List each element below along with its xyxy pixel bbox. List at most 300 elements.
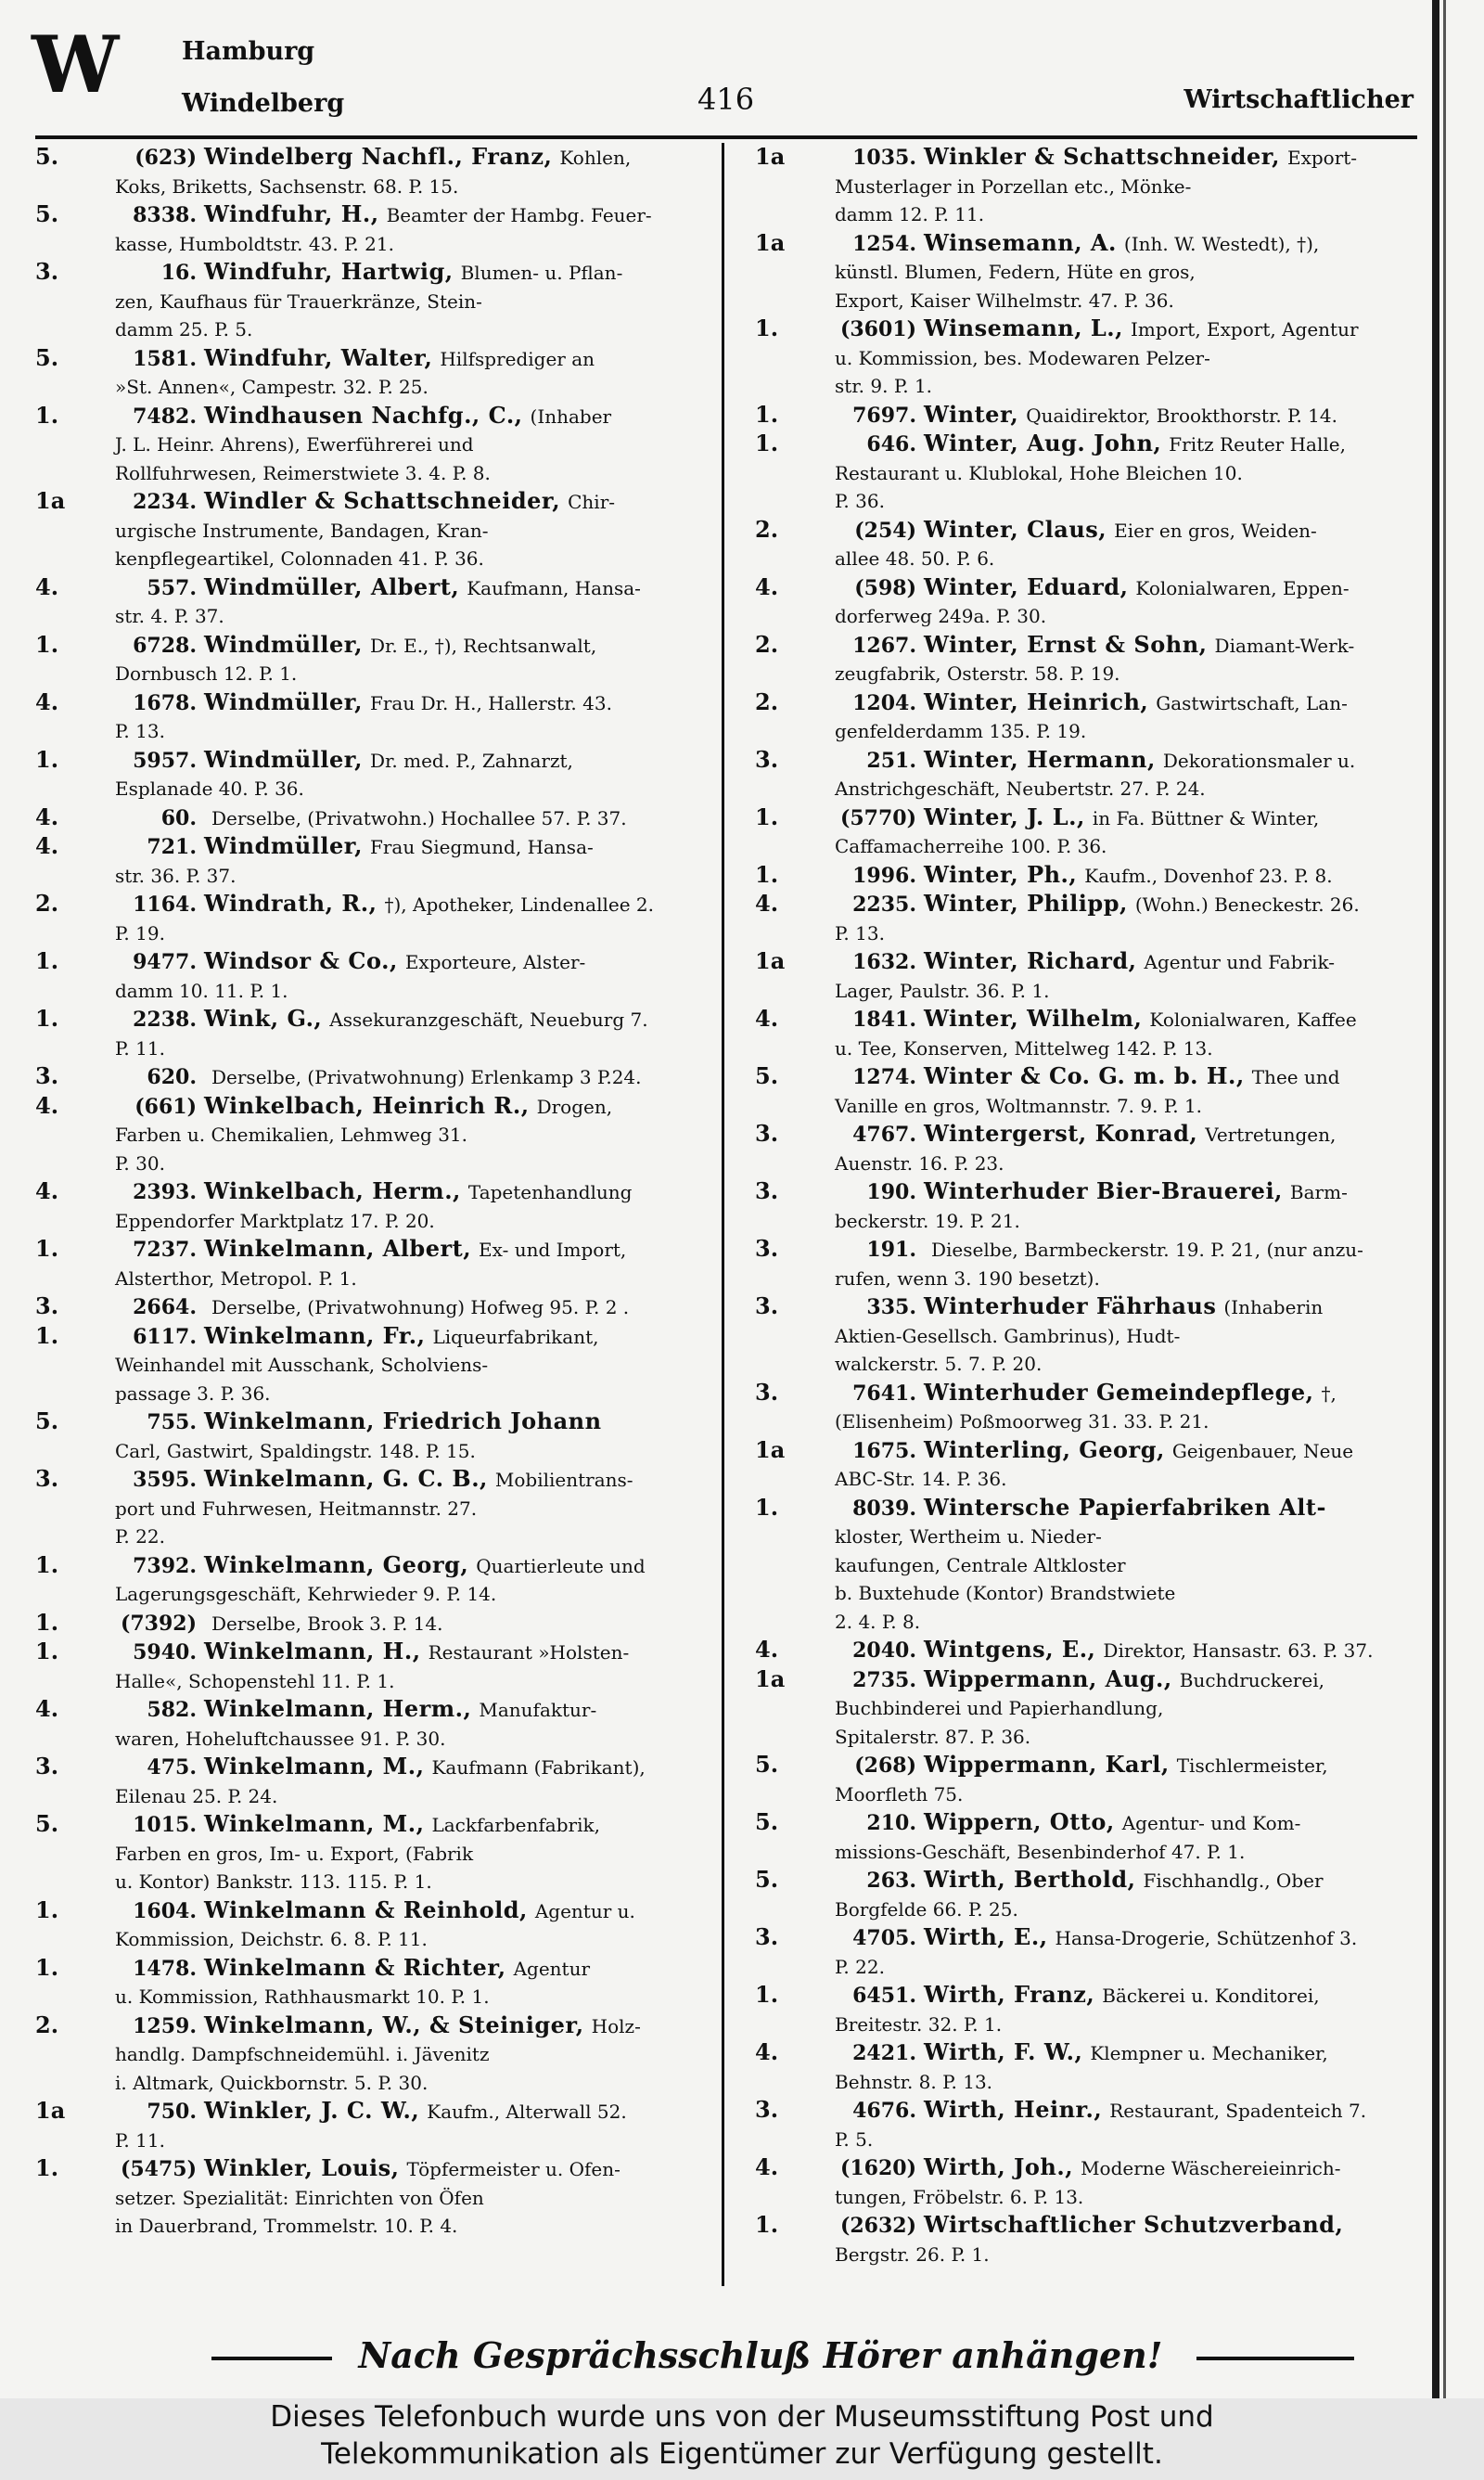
entry-continuation: P. 13.: [115, 720, 165, 742]
listing-entry: [755, 1923, 1415, 1981]
entry-continuation: zen, Kaufhaus für Trauerkränze, Stein-: [115, 289, 482, 313]
entry-continuation: Kommission, Deichstr. 6. 8. P. 11.: [115, 1928, 428, 1950]
entry-detail: Hilfsprediger an: [440, 347, 595, 370]
listing-entry: [755, 573, 1415, 631]
exchange-code: 3.: [755, 1177, 779, 1204]
exchange-code: 3.: [755, 745, 779, 773]
entry-continuation: Weinhandel mit Ausschank, Scholviens-: [115, 1354, 489, 1376]
entry-detail: Diamant-Werk-: [1214, 634, 1355, 657]
subscriber-name: Winter, Ph.,: [924, 860, 1078, 888]
entry-continuation: kloster, Wertheim u. Nieder-: [835, 1525, 1102, 1548]
listing-entry: [755, 372, 1415, 401]
exchange-code: 3.: [35, 1465, 59, 1492]
entry-detail: Töpfermeister u. Ofen-: [406, 2158, 620, 2180]
entry-line: [35, 1638, 696, 1667]
listing-entry: [35, 688, 696, 746]
listing-entry: [35, 631, 696, 688]
subscriber-name: Winkler, Louis,: [204, 2154, 400, 2181]
listing-entry: [35, 1235, 696, 1292]
phone-number: 1274.: [852, 1065, 916, 1089]
listing-entry: [35, 1638, 696, 1695]
entry-detail: Gastwirtschaft, Lan-: [1156, 691, 1348, 714]
entry-continuation: Koks, Briketts, Sachsenstr. 68. P. 15.: [115, 174, 459, 198]
listing-entry: [755, 688, 1415, 746]
entry-detail: Derselbe, (Privatwohn.) Hochallee 57. P. 37.: [211, 806, 627, 829]
phone-number: 1267.: [852, 633, 916, 658]
subscriber-name: Winsemann, L.,: [924, 315, 1124, 341]
entry-detail: Kolonialwaren, Kaffee: [1149, 1009, 1357, 1031]
listing-entry: [35, 1954, 696, 2011]
exchange-code: 1.: [35, 1005, 59, 1032]
exchange-code: 1.: [755, 860, 779, 888]
listing-entry: [35, 1322, 696, 1380]
subscriber-name: Winterling, Georg,: [924, 1435, 1165, 1463]
phone-number: (3601): [839, 317, 916, 341]
entry-detail: Klempner u. Mechaniker,: [1090, 2042, 1328, 2064]
phone-number: 2235.: [852, 893, 916, 917]
entry-continuation: Restaurant u. Klublokal, Hohe Bleichen 10.: [835, 461, 1243, 484]
listing-entry: [755, 1723, 1415, 1752]
entry-line: [35, 1465, 696, 1495]
phone-number: 7697.: [852, 403, 916, 428]
listing-entry: [755, 1608, 1415, 1637]
phone-number: 6728.: [133, 633, 197, 658]
entry-detail: Tapetenhandlung: [467, 1181, 633, 1203]
entry-detail: Agentur u.: [534, 1899, 635, 1922]
entry-detail: Dr. med. P., Zahnarzt,: [369, 749, 573, 772]
exchange-code: 4.: [35, 687, 59, 715]
entry-line: [35, 1551, 696, 1581]
phone-number: 4676.: [852, 2099, 916, 2123]
entry-detail: Moderne Wäschereieinrich-: [1081, 2157, 1341, 2179]
entry-detail: Agentur- und Kom-: [1121, 1812, 1301, 1834]
listing-entry: [755, 1379, 1415, 1436]
entry-detail: Geigenbauer, Neue: [1171, 1439, 1354, 1462]
subscriber-name: Winter, Wilhelm,: [924, 1005, 1143, 1032]
right-column: [755, 143, 1415, 2268]
exchange-code: 1.: [755, 400, 779, 428]
entry-continuation: str. 9. P. 1.: [835, 375, 933, 397]
phone-number: 2421.: [852, 2041, 916, 2065]
entry-continuation: rufen, wenn 3. 190 besetzt).: [835, 1266, 1100, 1290]
phone-number: 3595.: [133, 1468, 197, 1492]
subscriber-name: Wippern, Otto,: [924, 1808, 1115, 1835]
subscriber-name: Winter & Co. G. m. b. H.,: [924, 1062, 1245, 1089]
entry-line: [35, 2097, 696, 2127]
listing-entry: [755, 1120, 1415, 1177]
listing-entry: [755, 1981, 1415, 2038]
exchange-code: 3.: [35, 1753, 59, 1780]
entry-detail: Export-: [1286, 147, 1358, 169]
subscriber-name: Windmüller,: [204, 630, 363, 658]
exchange-code: 4.: [35, 1695, 59, 1722]
entry-detail: Derselbe, (Privatwohnung) Erlenkamp 3 P.24.: [211, 1066, 642, 1088]
entry-continuation: ABC-Str. 14. P. 36.: [835, 1468, 1007, 1490]
entry-continuation: u. Kontor) Bankstr. 113. 115. P. 1.: [115, 1870, 432, 1893]
phone-number: 263.: [866, 1869, 916, 1893]
listing-entry: [35, 459, 696, 488]
listing-entry: [35, 315, 696, 344]
entry-detail: (Inhaberin: [1223, 1296, 1324, 1318]
entry-line: [755, 1808, 1415, 1838]
header-rule: [35, 135, 1417, 139]
entry-line: [35, 573, 696, 603]
subscriber-name: Winter, Eduard,: [924, 572, 1129, 600]
entry-continuation: P. 11.: [115, 1036, 165, 1060]
exchange-code: 3.: [755, 2096, 779, 2123]
exchange-code: 3.: [35, 1062, 59, 1089]
phone-number: 1259.: [133, 2013, 197, 2038]
phone-number: 1254.: [852, 231, 916, 256]
subscriber-name: Winkelmann, Herm.,: [204, 1695, 472, 1722]
subscriber-name: Winkelmann, Albert,: [204, 1235, 472, 1262]
subscriber-name: Winsemann, A.: [924, 228, 1117, 256]
subscriber-name: Winkelmann, M.,: [204, 1810, 425, 1837]
entry-line: [755, 1177, 1415, 1207]
exchange-code: 1a: [755, 1664, 786, 1692]
entry-continuation: Eppendorfer Marktplatz 17. P. 20.: [115, 1209, 435, 1232]
entry-continuation: P. 22.: [835, 1955, 885, 1978]
subscriber-name: Winterhuder Gemeindepflege,: [924, 1378, 1314, 1406]
exchange-code: 1.: [755, 1981, 779, 2008]
listing-entry: [755, 1866, 1415, 1923]
subscriber-name: Windfuhr, Walter,: [204, 343, 433, 371]
entry-line: [755, 688, 1415, 718]
entry-line: [35, 402, 696, 431]
entry-continuation: Behnstr. 8. P. 13.: [835, 2070, 993, 2093]
entry-line: [35, 1407, 696, 1437]
phone-number: 191.: [866, 1238, 916, 1262]
listing-entry: [35, 1609, 696, 1638]
phone-number: 1841.: [852, 1008, 916, 1032]
entry-detail: Ex- und Import,: [479, 1239, 627, 1261]
listing-entry: [35, 573, 696, 631]
listing-entry: [755, 1005, 1415, 1062]
exchange-code: 3.: [35, 258, 59, 285]
subscriber-name: Windhausen Nachfg., C.,: [204, 401, 523, 429]
phone-number: 60.: [160, 805, 197, 830]
subscriber-name: Winkelmann & Richter,: [204, 1953, 506, 1981]
entry-continuation: Lager, Paulstr. 36. P. 1.: [835, 979, 1050, 1002]
exchange-code: 1.: [35, 947, 59, 974]
phone-number: (661): [134, 1094, 197, 1119]
subscriber-name: Winkelbach, Heinrich R.,: [204, 1091, 530, 1119]
entry-continuation: u. Kommission, bes. Modewaren Pelzer-: [835, 346, 1210, 369]
exchange-code: 5.: [35, 1810, 59, 1837]
listing-entry: [755, 746, 1415, 803]
entry-continuation: Export, Kaiser Wilhelmstr. 47. P. 36.: [835, 289, 1174, 312]
listing-entry: [35, 1062, 696, 1092]
page-edge-rule: [1432, 0, 1439, 2398]
listing-entry: [35, 1465, 696, 1523]
ownership-notice: [0, 2398, 1484, 2480]
entry-continuation: Spitalerstr. 87. P. 36.: [835, 1725, 1031, 1748]
entry-continuation: allee 48. 50. P. 6.: [835, 547, 995, 570]
entry-detail: Assekuranzgeschäft, Neueburg 7.: [329, 1009, 648, 1031]
entry-detail: Bäckerei u. Konditorei,: [1102, 1985, 1320, 2007]
subscriber-name: Winkelmann, G. C. B.,: [204, 1465, 488, 1492]
entry-continuation: i. Altmark, Quickbornstr. 5. P. 30.: [115, 2071, 429, 2094]
exchange-code: 5.: [35, 200, 59, 227]
listing-entry: [35, 1292, 696, 1322]
exchange-code: 1.: [35, 1608, 59, 1636]
phone-number: (268): [854, 1754, 916, 1778]
exchange-code: 2.: [35, 890, 59, 917]
subscriber-name: Wippermann, Aug.,: [924, 1664, 1172, 1692]
listing-entry: [755, 1177, 1415, 1235]
entry-detail: Fritz Reuter Halle,: [1169, 433, 1346, 456]
exchange-code: 4.: [755, 1005, 779, 1032]
subscriber-name: Windler & Schattschneider,: [204, 487, 561, 514]
exchange-code: 1a: [35, 487, 66, 514]
phone-number: 2234.: [133, 490, 197, 514]
entry-line: [755, 573, 1415, 603]
entry-detail: Kaufm., Dovenhof 23. P. 8.: [1084, 864, 1333, 887]
entry-continuation: Halle«, Schopenstehl 11. P. 1.: [115, 1669, 395, 1692]
exchange-code: 3.: [755, 1292, 779, 1319]
listing-entry: [35, 890, 696, 947]
listing-entry: [35, 803, 696, 833]
exchange-code: 1.: [755, 430, 779, 456]
entry-detail: Kaufm., Alterwall 52.: [427, 2101, 627, 2123]
phone-number: 7641.: [852, 1381, 916, 1406]
phone-number: (623): [134, 146, 197, 170]
entry-detail: Frau Dr. H., Hallerstr. 43.: [369, 691, 612, 714]
listing-entry: [35, 1551, 696, 1609]
subscriber-name: Winterhuder Bier-Brauerei,: [924, 1177, 1283, 1204]
entry-continuation: genfelderdamm 135. P. 19.: [835, 720, 1087, 742]
exchange-code: 4.: [35, 1091, 59, 1119]
entry-continuation: Auenstr. 16. P. 23.: [835, 1151, 1004, 1175]
header-first-entry: Windelberg: [182, 89, 345, 118]
subscriber-name: Wirth, Berthold,: [924, 1866, 1136, 1893]
entry-detail: Direktor, Hansastr. 63. P. 37.: [1103, 1639, 1374, 1662]
phone-number: 1581.: [133, 346, 197, 371]
entry-continuation: Moorfleth 75.: [835, 1782, 964, 1805]
entry-detail: Dieselbe, Barmbeckerstr. 19. P. 21, (nur anzu-: [931, 1239, 1363, 1261]
subscriber-name: Windmüller,: [204, 687, 363, 715]
entry-detail: Quartierleute und: [476, 1554, 646, 1577]
subscriber-name: Windelberg Nachfl., Franz,: [204, 143, 553, 170]
exchange-code: 1.: [35, 1953, 59, 1981]
entry-detail: Hansa-Drogerie, Schützenhof 3.: [1055, 1927, 1358, 1949]
entry-continuation: Caffamacherreihe 100. P. 36.: [835, 835, 1107, 857]
subscriber-name: Winter,: [924, 400, 1019, 428]
entry-line: [35, 1235, 696, 1265]
entry-line: [755, 1981, 1415, 2011]
phone-number: 1015.: [133, 1813, 197, 1837]
exchange-code: 4.: [755, 1636, 779, 1663]
entry-continuation: Borgfelde 66. P. 25.: [835, 1897, 1018, 1921]
phone-number: 557.: [147, 575, 197, 600]
phone-number: 620.: [147, 1065, 197, 1089]
subscriber-name: Wirth, E.,: [924, 1923, 1048, 1950]
listing-entry: [755, 430, 1415, 487]
left-column: [35, 143, 696, 2241]
entry-detail: Kolonialwaren, Eppen-: [1135, 576, 1350, 599]
entry-continuation: Farben en gros, Im- u. Export, (Fabrik: [115, 1842, 474, 1865]
phone-number: 2393.: [133, 1180, 197, 1204]
listing-entry: [35, 832, 696, 890]
phone-number: 251.: [866, 748, 916, 773]
subscriber-name: Winkler & Schattschneider,: [924, 143, 1280, 170]
entry-continuation: J. L. Heinr. Ahrens), Ewerführerei und: [115, 433, 474, 456]
exchange-code: 4.: [755, 2038, 779, 2065]
entry-line: [35, 1753, 696, 1782]
entry-detail: Agentur und Fabrik-: [1144, 951, 1335, 973]
entry-continuation: tungen, Fröbelstr. 6. P. 13.: [835, 2185, 1084, 2208]
entry-continuation: Carl, Gastwirt, Spaldingstr. 148. P. 15.: [115, 1439, 476, 1462]
entry-detail: Blumen- u. Pflan-: [460, 262, 623, 284]
page-number: 416: [697, 82, 755, 117]
exchange-code: 2.: [755, 515, 779, 543]
phone-number: 1164.: [133, 893, 197, 917]
subscriber-name: Winkelmann & Reinhold,: [204, 1895, 528, 1923]
subscriber-name: Wintgens, E.,: [924, 1636, 1096, 1663]
exchange-code: 4.: [35, 572, 59, 600]
entry-continuation: Rollfuhrwesen, Reimerstwiete 3. 4. P. 8.: [115, 461, 491, 484]
phone-number: 755.: [147, 1410, 197, 1434]
entry-detail: Import, Export, Agentur: [1131, 318, 1359, 341]
subscriber-name: Winkelmann, H.,: [204, 1638, 421, 1664]
phone-number: 16.: [160, 261, 197, 285]
listing-entry: [755, 1436, 1415, 1494]
subscriber-name: Wirth, Franz,: [924, 1981, 1095, 2008]
entry-continuation: port und Fuhrwesen, Heitmannstr. 27.: [115, 1497, 478, 1520]
entry-line: [755, 315, 1415, 344]
listing-entry: [35, 143, 696, 200]
entry-detail: Dekorationsmaler u.: [1162, 749, 1356, 772]
exchange-code: 3.: [35, 1292, 59, 1319]
listing-entry: [755, 1636, 1415, 1665]
listing-entry: [755, 315, 1415, 372]
subscriber-name: Winter, Heinrich,: [924, 687, 1149, 715]
header-city: Hamburg: [182, 37, 315, 66]
exchange-code: 3.: [755, 1378, 779, 1406]
subscriber-name: Winkelmann, W., & Steiniger,: [204, 2011, 584, 2038]
entry-line: [755, 1235, 1415, 1265]
entry-line: [755, 1436, 1415, 1466]
entry-line: [35, 890, 696, 919]
entry-detail: (Inh. W. Westedt), †),: [1123, 232, 1320, 255]
exchange-code: 1.: [35, 1235, 59, 1262]
phone-number: 6117.: [133, 1324, 197, 1349]
footer-rule-right: [1196, 2357, 1354, 2360]
footer-rule-left: [211, 2357, 332, 2360]
entry-line: [35, 746, 696, 776]
exchange-code: 1a: [755, 228, 786, 256]
exchange-code: 1.: [35, 2154, 59, 2181]
listing-entry: [755, 631, 1415, 688]
entry-line: [755, 1120, 1415, 1150]
entry-detail: Derselbe, Brook 3. P. 14.: [211, 1612, 443, 1635]
entry-line: [35, 1092, 696, 1122]
subscriber-name: Winkelmann, Fr.,: [204, 1321, 426, 1349]
entry-continuation: kasse, Humboldtstr. 43. P. 21.: [115, 232, 394, 255]
exchange-code: 5.: [35, 1407, 59, 1434]
listing-entry: [755, 487, 1415, 516]
entry-detail: Kaufmann, Hansa-: [467, 576, 641, 599]
entry-continuation: setzer. Spezialität: Einrichten von Öfen: [115, 2186, 484, 2209]
phone-number: 1678.: [133, 690, 197, 715]
subscriber-name: Winter, Philipp,: [924, 890, 1128, 917]
subscriber-name: Winkler, J. C. W.,: [204, 2097, 420, 2124]
listing-entry: [755, 516, 1415, 573]
subscriber-name: Wirtschaftlicher Schutzverband,: [924, 2211, 1344, 2238]
subscriber-name: Windmüller, Albert,: [204, 572, 460, 600]
entry-detail: Eier en gros, Weiden-: [1114, 519, 1317, 542]
entry-line: [35, 1177, 696, 1207]
phone-number: (7392): [120, 1611, 197, 1636]
subscriber-name: Windsor & Co.,: [204, 947, 398, 974]
exchange-code: 1.: [35, 630, 59, 658]
exchange-code: 1a: [35, 2097, 66, 2124]
subscriber-name: Winter, Hermann,: [924, 745, 1156, 773]
subscriber-name: Winter, Aug. John,: [924, 430, 1162, 456]
exchange-code: 5.: [35, 343, 59, 371]
entry-line: [755, 631, 1415, 661]
entry-continuation: Anstrichgeschäft, Neubertstr. 27. P. 24.: [835, 777, 1206, 800]
entry-line: [35, 1896, 696, 1926]
entry-detail: †), Apotheker, Lindenallee 2.: [384, 893, 654, 916]
header-last-entry: Wirtschaftlicher: [1183, 85, 1414, 114]
entry-detail: (Inhaber: [530, 405, 612, 428]
subscriber-name: Winkelmann, M.,: [204, 1753, 425, 1780]
entry-detail: Kaufmann (Fabrikant),: [431, 1756, 646, 1779]
entry-line: [755, 2038, 1415, 2068]
entry-continuation: P. 22.: [115, 1525, 165, 1548]
entry-continuation: damm 12. P. 11.: [835, 203, 985, 225]
exchange-code: 1.: [35, 745, 59, 773]
entry-continuation: künstl. Blumen, Federn, Hüte en gros,: [835, 261, 1196, 283]
entry-line: [755, 803, 1415, 833]
entry-continuation: Dornbusch 12. P. 1.: [115, 662, 298, 685]
phone-number: 1996.: [852, 863, 916, 888]
phone-number: (2632): [839, 2214, 916, 2238]
entry-detail: Vertretungen,: [1205, 1124, 1337, 1146]
entry-continuation: Vanille en gros, Woltmannstr. 7. 9. P. 1.: [835, 1094, 1203, 1117]
exchange-code: 1.: [35, 1321, 59, 1349]
entry-line: [755, 890, 1415, 919]
phone-number: 1632.: [852, 950, 916, 974]
entry-continuation: b. Buxtehude (Kontor) Brandstwiete: [835, 1582, 1176, 1604]
listing-entry: [35, 1407, 696, 1465]
entry-continuation: u. Kommission, Rathhausmarkt 10. P. 1.: [115, 1985, 490, 2008]
listing-entry: [35, 258, 696, 315]
listing-entry: [35, 947, 696, 1005]
phone-number: (598): [854, 575, 916, 600]
listing-entry: [35, 1005, 696, 1062]
phone-number: 2238.: [133, 1008, 197, 1032]
entry-continuation: Aktien-Gesellsch. Gambrinus), Hudt-: [835, 1324, 1181, 1347]
entry-line: [35, 1695, 696, 1725]
exchange-code: 5.: [755, 1062, 779, 1089]
entry-line: [35, 1292, 696, 1322]
entry-line: [35, 1005, 696, 1034]
entry-continuation: Alsterthor, Metropol. P. 1.: [115, 1266, 357, 1290]
phone-number: 7482.: [133, 404, 197, 429]
entry-line: [755, 1379, 1415, 1408]
phone-number: 475.: [147, 1755, 197, 1780]
listing-entry: [755, 2153, 1415, 2211]
entry-detail: †,: [1321, 1381, 1337, 1405]
entry-line: [755, 1292, 1415, 1322]
exchange-code: 5.: [755, 1751, 779, 1778]
entry-line: [35, 1609, 696, 1638]
entry-detail: in Fa. Büttner & Winter,: [1092, 806, 1320, 829]
subscriber-name: Winkelbach, Herm.,: [204, 1177, 461, 1204]
subscriber-name: Windmüller,: [204, 832, 363, 859]
